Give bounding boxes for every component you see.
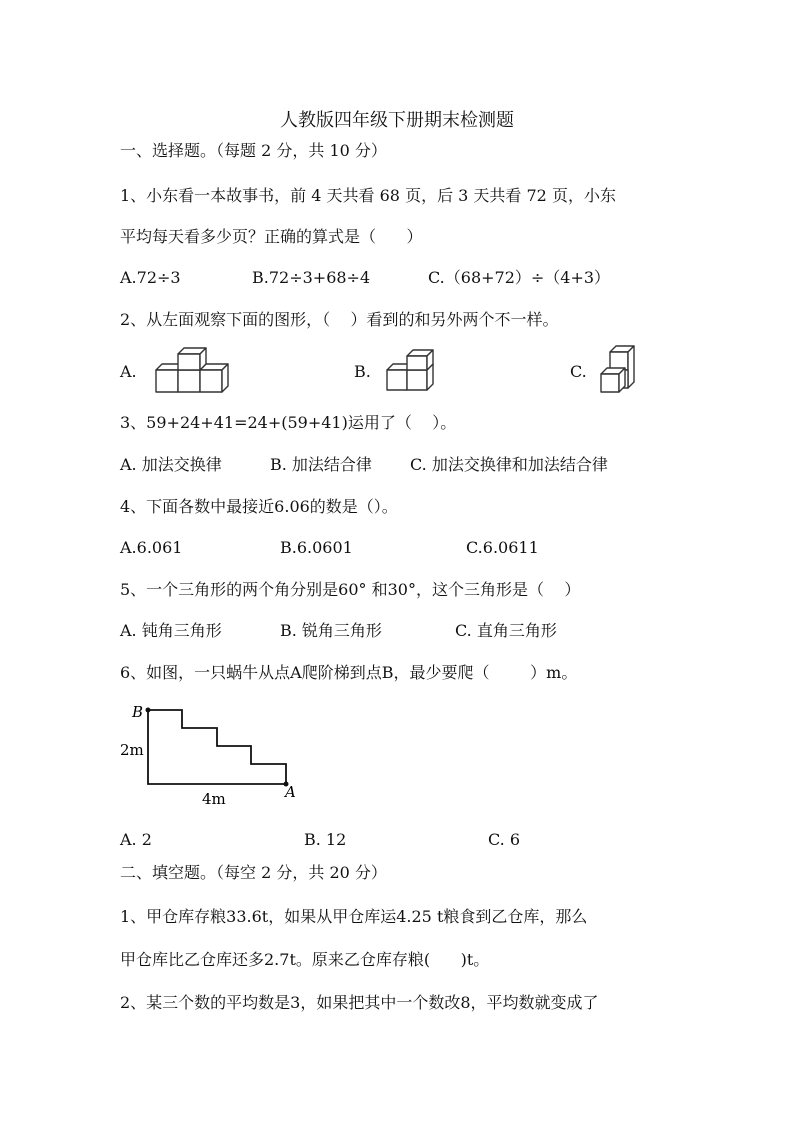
q1-option-c: C.（68+72）÷（4+3） xyxy=(428,268,611,287)
s2-q1-line2: 甲仓库比乙仓库还多2.7t。原来乙仓库存粮( )t。 xyxy=(120,950,490,969)
s2-q2-line1: 2、某三个数的平均数是3，如果把其中一个数改8，平均数就变成了 xyxy=(120,993,599,1012)
point-b-label: B xyxy=(132,703,144,721)
point-a-label: A xyxy=(285,783,296,801)
q2-option-b-label: B. xyxy=(354,362,371,381)
height-label: 2m xyxy=(120,741,144,759)
q1-text-line1: 1、小东看一本故事书，前 4 天共看 68 页，后 3 天共看 72 页，小东 xyxy=(120,186,616,205)
q6-option-b: B. 12 xyxy=(304,830,347,849)
q6-option-c: C. 6 xyxy=(488,830,521,849)
q4-option-c: C.6.0611 xyxy=(466,538,539,557)
q4-text: 4、下面各数中最接近6.06的数是（）。 xyxy=(120,497,398,516)
staircase-outline xyxy=(148,710,286,784)
s2-q1-line1: 1、甲仓库存粮33.6t，如果从甲仓库运4.25 t粮食到乙仓库，那么 xyxy=(120,907,588,926)
q6-text: 6、如图，一只蜗牛从点A爬阶梯到点B，最少要爬（ ）m。 xyxy=(120,663,578,682)
q5-option-b: B. 锐角三角形 xyxy=(280,621,382,640)
q6-option-a: A. 2 xyxy=(120,830,152,849)
page-title: 人教版四年级下册期末检测题 xyxy=(280,110,514,131)
q1-text-line2: 平均每天看多少页？正确的算式是（ ） xyxy=(120,227,423,246)
q2-figure-c-cubes xyxy=(600,346,640,396)
section-2-heading: 二、填空题。（每空 2 分，共 20 分） xyxy=(120,863,387,882)
q2-figure-b-cubes xyxy=(386,350,436,394)
q2-figure-a-cubes xyxy=(155,348,225,396)
q3-option-a: A. 加法交换律 xyxy=(120,455,222,474)
q6-staircase-figure xyxy=(118,700,308,810)
q3-option-b: B. 加法结合律 xyxy=(270,455,372,474)
q4-option-b: B.6.0601 xyxy=(280,538,353,557)
q1-option-a: A.72÷3 xyxy=(120,268,181,287)
q2-option-c-label: C. xyxy=(570,362,587,381)
q2-option-a-label: A. xyxy=(120,362,137,381)
q3-text: 3、59+24+41=24+(59+41)运用了（ ）。 xyxy=(120,413,457,432)
width-label: 4m xyxy=(202,790,226,808)
point-b-dot xyxy=(146,708,151,713)
q5-text: 5、一个三角形的两个角分别是60° 和30°，这个三角形是（ ） xyxy=(120,580,581,599)
q3-option-c: C. 加法交换律和加法结合律 xyxy=(410,455,608,474)
q1-option-b: B.72÷3+68÷4 xyxy=(252,268,371,287)
q5-option-a: A. 钝角三角形 xyxy=(120,621,222,640)
q2-text: 2、从左面观察下面的图形，（ ）看到的和另外两个不一样。 xyxy=(120,310,559,329)
q4-option-a: A.6.061 xyxy=(120,538,183,557)
q5-option-c: C. 直角三角形 xyxy=(455,621,557,640)
section-1-heading: 一、选择题。（每题 2 分，共 10 分） xyxy=(120,141,387,160)
